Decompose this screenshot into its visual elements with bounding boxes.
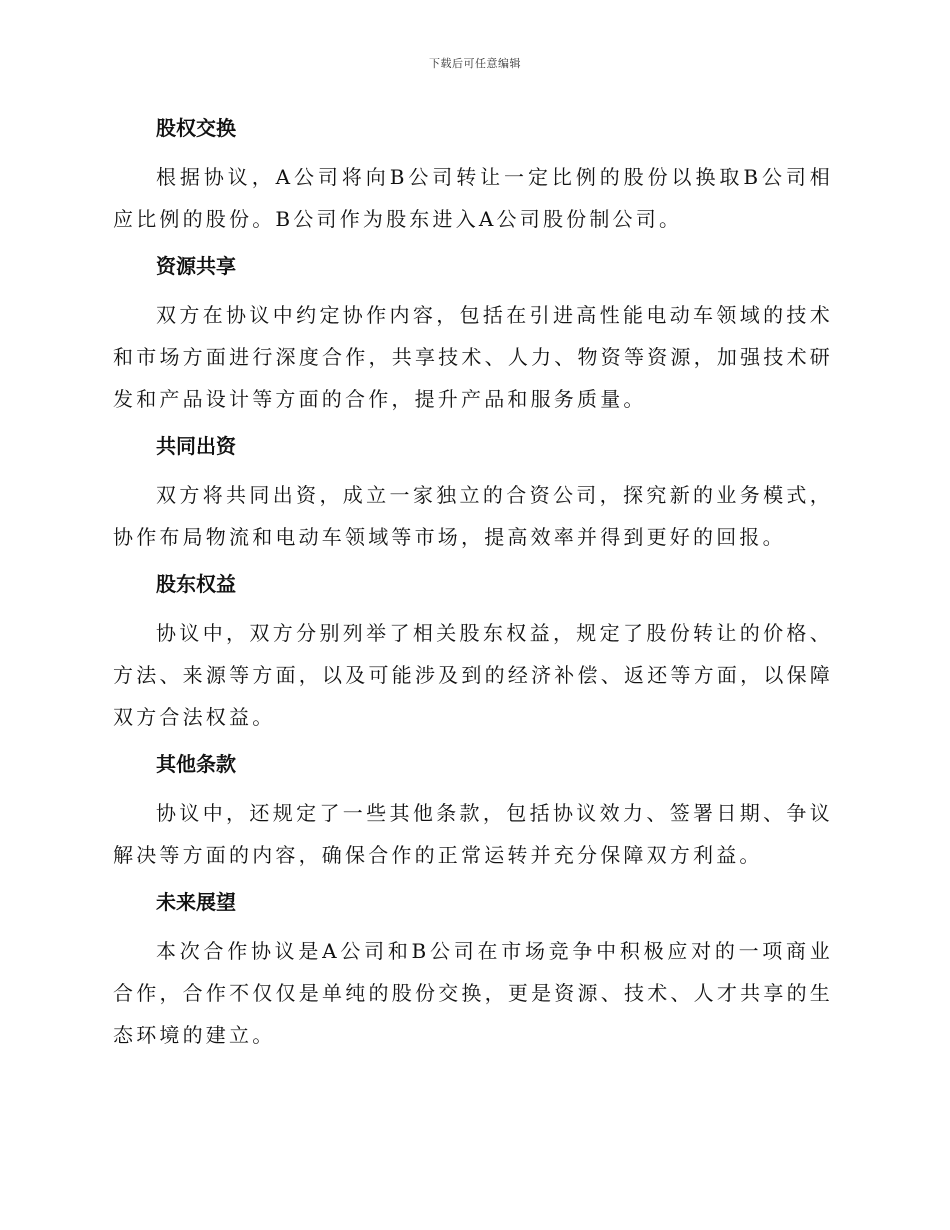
section-joint-investment (113, 428, 833, 558)
section-heading: 资源共享 (156, 254, 236, 278)
section-equity-exchange (113, 110, 833, 240)
section-heading: 股东权益 (156, 572, 236, 596)
section-shareholder-rights (113, 566, 833, 738)
page-header-note: 下载后可任意编辑 (429, 57, 521, 70)
section-other-terms (113, 746, 833, 876)
section-paragraph: 本次合作协议是A公司和B公司在市场竞争中积极应对的一项商业合作，合作不仅仅是单纯的股份交换，更是资源、技术、人才共享的生态环境的建立。 (113, 939, 833, 1047)
section-paragraph: 协议中，还规定了一些其他条款，包括协议效力、签署日期、争议解决等方面的内容，确保合作的正常运转并充分保障双方利益。 (113, 801, 833, 867)
section-heading: 股权交换 (156, 116, 236, 140)
section-heading: 其他条款 (156, 752, 236, 776)
section-heading: 未来展望 (156, 890, 236, 914)
section-heading: 共同出资 (156, 434, 236, 458)
document-body (113, 110, 833, 1064)
section-paragraph: 协议中，双方分别列举了相关股东权益，规定了股份转让的价格、方法、来源等方面，以及可能涉及到的经济补偿、返还等方面，以保障双方合法权益。 (113, 621, 833, 729)
section-future-outlook (113, 884, 833, 1056)
section-resource-sharing (113, 248, 833, 420)
section-paragraph: 双方将共同出资，成立一家独立的合资公司，探究新的业务模式，协作布局物流和电动车领域等市场，提高效率并得到更好的回报。 (113, 483, 833, 549)
section-paragraph: 根据协议，A公司将向B公司转让一定比例的股份以换取B公司相应比例的股份。B公司作为股东进入A公司股份制公司。 (113, 165, 833, 231)
section-paragraph: 双方在协议中约定协作内容，包括在引进高性能电动车领域的技术和市场方面进行深度合作，共享技术、人力、物资等资源，加强技术研发和产品设计等方面的合作，提升产品和服务质量。 (113, 303, 833, 411)
